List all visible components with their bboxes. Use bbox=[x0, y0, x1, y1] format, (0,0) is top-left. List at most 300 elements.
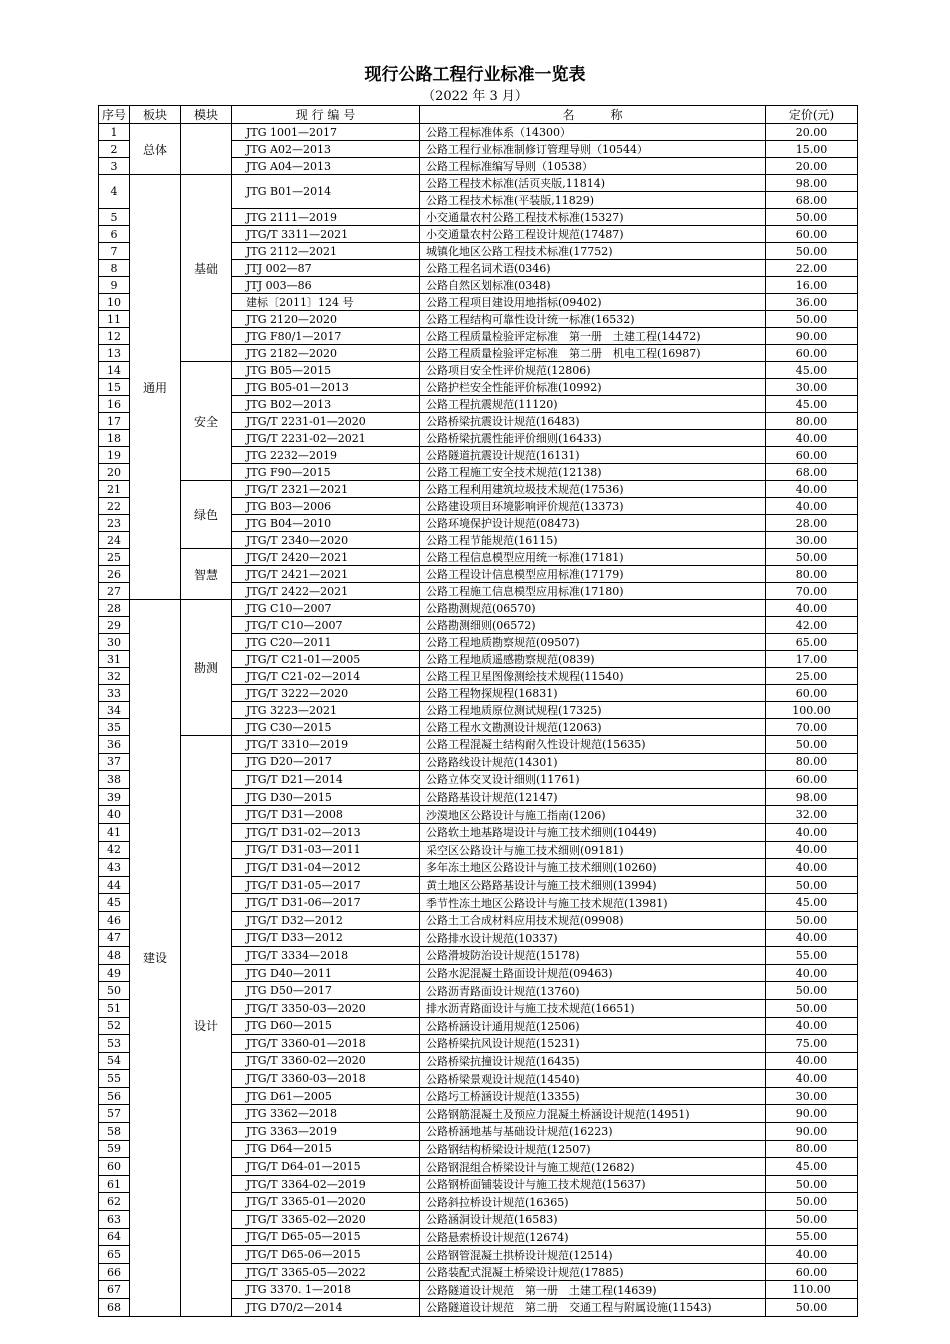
row-number: 60 bbox=[99, 1158, 130, 1176]
standard-price: 45.00 bbox=[766, 396, 858, 413]
standard-code: JTG B05—2015 bbox=[232, 362, 420, 379]
standard-price: 40.00 bbox=[766, 841, 858, 859]
standard-price: 98.00 bbox=[766, 175, 858, 192]
standard-price: 45.00 bbox=[766, 894, 858, 912]
standard-name: 公路土工合成材料应用技术规范(09908) bbox=[420, 911, 766, 929]
standard-name: 公路工程地质遥感勘察规范(0839) bbox=[420, 651, 766, 668]
standard-code: JTG/T C10—2007 bbox=[232, 617, 420, 634]
standard-code: JTG C10—2007 bbox=[232, 600, 420, 617]
standard-code: JTG/T D31-06—2017 bbox=[232, 894, 420, 912]
standard-price: 50.00 bbox=[766, 243, 858, 260]
standard-name: 公路工程施工信息模型应用标准(17180) bbox=[420, 583, 766, 600]
standard-code: JTG/T 3311—2021 bbox=[232, 226, 420, 243]
standard-code: JTG F90—2015 bbox=[232, 464, 420, 481]
standard-price: 60.00 bbox=[766, 226, 858, 243]
row-number: 9 bbox=[99, 277, 130, 294]
standard-name: 公路工程设计信息模型应用标准(17179) bbox=[420, 566, 766, 583]
standard-code: JTG D40—2011 bbox=[232, 964, 420, 982]
standard-name: 公路护栏安全性能评价标准(10992) bbox=[420, 379, 766, 396]
standard-price: 40.00 bbox=[766, 430, 858, 447]
standard-code: JTG B04—2010 bbox=[232, 515, 420, 532]
standard-code: JTG/T 2231-02—2021 bbox=[232, 430, 420, 447]
row-number: 30 bbox=[99, 634, 130, 651]
standard-name: 公路滑坡防治设计规范(15178) bbox=[420, 947, 766, 965]
row-number: 11 bbox=[99, 311, 130, 328]
row-number: 64 bbox=[99, 1228, 130, 1246]
standard-name: 公路工程混凝土结构耐久性设计规范(15635) bbox=[420, 736, 766, 754]
row-number: 35 bbox=[99, 719, 130, 736]
standard-name: 公路工程节能规范(16115) bbox=[420, 532, 766, 549]
row-number: 10 bbox=[99, 294, 130, 311]
standard-code: JTG B03—2006 bbox=[232, 498, 420, 515]
standard-price: 40.00 bbox=[766, 929, 858, 947]
standard-name: 公路桥涵地基与基础设计规范(16223) bbox=[420, 1123, 766, 1141]
standard-code: JTG F80/1—2017 bbox=[232, 328, 420, 345]
row-number: 18 bbox=[99, 430, 130, 447]
standard-name: 公路沥青路面设计规范(13760) bbox=[420, 982, 766, 1000]
standard-code: JTG 3362—2018 bbox=[232, 1105, 420, 1123]
standard-name: 小交通量农村公路工程技术标准(15327) bbox=[420, 209, 766, 226]
page-subtitle: （2022 年 3 月） bbox=[422, 89, 528, 104]
standard-code: JTG 2232—2019 bbox=[232, 447, 420, 464]
row-number: 46 bbox=[99, 911, 130, 929]
standard-name: 公路建设项目环境影响评价规范(13373) bbox=[420, 498, 766, 515]
row-number: 25 bbox=[99, 549, 130, 566]
row-number: 4 bbox=[99, 175, 130, 209]
header-code: 现 行 编 号 bbox=[232, 106, 420, 124]
standard-price: 45.00 bbox=[766, 362, 858, 379]
row-number: 51 bbox=[99, 999, 130, 1017]
standard-name: 公路工程抗震规范(11120) bbox=[420, 396, 766, 413]
standard-code: JTG/T 3350-03—2020 bbox=[232, 999, 420, 1017]
standard-code: JTG/T 2421—2021 bbox=[232, 566, 420, 583]
standard-code: JTG/T 2420—2021 bbox=[232, 549, 420, 566]
module-cell: 绿色 bbox=[181, 481, 232, 549]
standard-name: 公路路线设计规范(14301) bbox=[420, 753, 766, 771]
table-row bbox=[99, 549, 858, 566]
row-number: 50 bbox=[99, 982, 130, 1000]
standard-price: 30.00 bbox=[766, 379, 858, 396]
standard-name: 采空区公路设计与施工技术细则(09181) bbox=[420, 841, 766, 859]
row-number: 3 bbox=[99, 158, 130, 175]
table-header-row bbox=[99, 106, 858, 124]
standard-code: JTG D20—2017 bbox=[232, 753, 420, 771]
row-number: 13 bbox=[99, 345, 130, 362]
standard-name: 公路工程质量检验评定标准 第二册 机电工程(16987) bbox=[420, 345, 766, 362]
standard-price: 80.00 bbox=[766, 1140, 858, 1158]
row-number: 43 bbox=[99, 859, 130, 877]
standard-name: 公路工程结构可靠性设计统一标准(16532) bbox=[420, 311, 766, 328]
standard-code: JTG/T 3360-03—2018 bbox=[232, 1070, 420, 1088]
row-number: 5 bbox=[99, 209, 130, 226]
standard-name: 公路桥梁抗震设计规范(16483) bbox=[420, 413, 766, 430]
row-number: 40 bbox=[99, 806, 130, 824]
row-number: 61 bbox=[99, 1175, 130, 1193]
standard-name: 公路工程标准体系（14300） bbox=[420, 124, 766, 141]
standard-name: 公路工程物探规程(16831) bbox=[420, 685, 766, 702]
row-number: 63 bbox=[99, 1211, 130, 1229]
standard-name: 公路软土地基路堤设计与施工技术细则(10449) bbox=[420, 823, 766, 841]
standard-price: 50.00 bbox=[766, 311, 858, 328]
standard-name: 公路环境保护设计规范(08473) bbox=[420, 515, 766, 532]
row-number: 32 bbox=[99, 668, 130, 685]
standard-code: JTG 2120—2020 bbox=[232, 311, 420, 328]
standard-code: JTG C20—2011 bbox=[232, 634, 420, 651]
standard-price: 50.00 bbox=[766, 736, 858, 754]
standard-code: JTG 2111—2019 bbox=[232, 209, 420, 226]
standard-price: 40.00 bbox=[766, 1052, 858, 1070]
standard-code: JTG C30—2015 bbox=[232, 719, 420, 736]
standard-price: 20.00 bbox=[766, 158, 858, 175]
row-number: 1 bbox=[99, 124, 130, 141]
row-number: 12 bbox=[99, 328, 130, 345]
standard-price: 70.00 bbox=[766, 719, 858, 736]
header-category: 板块 bbox=[130, 106, 181, 124]
row-number: 16 bbox=[99, 396, 130, 413]
row-number: 33 bbox=[99, 685, 130, 702]
standard-code: JTG/T 3334—2018 bbox=[232, 947, 420, 965]
module-cell bbox=[181, 124, 232, 175]
standard-price: 50.00 bbox=[766, 982, 858, 1000]
standard-code: JTG/T D64-01—2015 bbox=[232, 1158, 420, 1176]
standard-price: 80.00 bbox=[766, 566, 858, 583]
standard-name: 黄土地区公路路基设计与施工技术细则(13994) bbox=[420, 876, 766, 894]
standard-code: JTG/T 3365-02—2020 bbox=[232, 1211, 420, 1229]
page-title: 现行公路工程行业标准一览表 bbox=[364, 65, 586, 85]
standard-price: 50.00 bbox=[766, 911, 858, 929]
row-number: 6 bbox=[99, 226, 130, 243]
row-number: 37 bbox=[99, 753, 130, 771]
standard-name: 公路立体交叉设计细则(11761) bbox=[420, 771, 766, 789]
standard-code: JTJ 003—86 bbox=[232, 277, 420, 294]
row-number: 19 bbox=[99, 447, 130, 464]
standard-name: 公路工程施工安全技术规范(12138) bbox=[420, 464, 766, 481]
row-number: 15 bbox=[99, 379, 130, 396]
standard-code: JTG/T 2231-01—2020 bbox=[232, 413, 420, 430]
standard-name: 公路工程技术标准(平装版,11829) bbox=[420, 192, 766, 209]
standard-name: 公路水泥混凝土路面设计规范(09463) bbox=[420, 964, 766, 982]
standard-name: 公路悬索桥设计规范(12674) bbox=[420, 1228, 766, 1246]
standard-name: 公路工程项目建设用地指标(09402) bbox=[420, 294, 766, 311]
standard-name: 公路钢结构桥梁设计规范(12507) bbox=[420, 1140, 766, 1158]
standard-price: 50.00 bbox=[766, 1175, 858, 1193]
row-number: 2 bbox=[99, 141, 130, 158]
row-number: 62 bbox=[99, 1193, 130, 1211]
standards-table bbox=[98, 105, 858, 1317]
row-number: 14 bbox=[99, 362, 130, 379]
standard-code: JTG A04—2013 bbox=[232, 158, 420, 175]
row-number: 65 bbox=[99, 1246, 130, 1264]
module-cell: 勘测 bbox=[181, 600, 232, 736]
standard-name: 公路涵洞设计规范(16583) bbox=[420, 1211, 766, 1229]
standard-name: 公路隧道设计规范 第二册 交通工程与附属设施(11543) bbox=[420, 1299, 766, 1317]
standard-price: 40.00 bbox=[766, 1070, 858, 1088]
row-number: 20 bbox=[99, 464, 130, 481]
standard-code: JTG B02—2013 bbox=[232, 396, 420, 413]
standard-price: 80.00 bbox=[766, 753, 858, 771]
standard-price: 55.00 bbox=[766, 1228, 858, 1246]
standard-price: 50.00 bbox=[766, 209, 858, 226]
table-row bbox=[99, 481, 858, 498]
standard-name: 公路桥涵设计通用规范(12506) bbox=[420, 1017, 766, 1035]
standard-price: 20.00 bbox=[766, 124, 858, 141]
table-row bbox=[99, 124, 858, 141]
row-number: 68 bbox=[99, 1299, 130, 1317]
standard-code: JTG/T 3310—2019 bbox=[232, 736, 420, 754]
category-cell: 总体 bbox=[130, 124, 181, 175]
row-number: 27 bbox=[99, 583, 130, 600]
standard-price: 22.00 bbox=[766, 260, 858, 277]
row-number: 42 bbox=[99, 841, 130, 859]
standard-code: JTG/T D31—2008 bbox=[232, 806, 420, 824]
standard-price: 60.00 bbox=[766, 345, 858, 362]
row-number: 22 bbox=[99, 498, 130, 515]
standard-code: JTG D60—2015 bbox=[232, 1017, 420, 1035]
standard-price: 50.00 bbox=[766, 549, 858, 566]
header-price: 定价(元) bbox=[766, 106, 858, 124]
standard-price: 68.00 bbox=[766, 464, 858, 481]
row-number: 45 bbox=[99, 894, 130, 912]
row-number: 67 bbox=[99, 1281, 130, 1299]
standard-code: JTG D64—2015 bbox=[232, 1140, 420, 1158]
standard-price: 40.00 bbox=[766, 498, 858, 515]
table-row bbox=[99, 175, 858, 192]
standard-price: 50.00 bbox=[766, 1193, 858, 1211]
standard-code: JTG/T 3360-02—2020 bbox=[232, 1052, 420, 1070]
standard-name: 公路钢筋混凝土及预应力混凝土桥涵设计规范(14951) bbox=[420, 1105, 766, 1123]
standard-name: 公路工程水文勘测设计规范(12063) bbox=[420, 719, 766, 736]
standard-price: 70.00 bbox=[766, 583, 858, 600]
standard-price: 30.00 bbox=[766, 532, 858, 549]
standard-code: JTG/T 2422—2021 bbox=[232, 583, 420, 600]
standard-name: 公路工程卫星图像测绘技术规程(11540) bbox=[420, 668, 766, 685]
standard-code: JTG D70/2—2014 bbox=[232, 1299, 420, 1317]
standard-code: JTG/T 3364-02—2019 bbox=[232, 1175, 420, 1193]
standard-name: 公路装配式混凝土桥梁设计规范(17885) bbox=[420, 1263, 766, 1281]
standard-price: 25.00 bbox=[766, 668, 858, 685]
standard-price: 50.00 bbox=[766, 1299, 858, 1317]
standard-code: JTG/T D32—2012 bbox=[232, 911, 420, 929]
standard-price: 45.00 bbox=[766, 1158, 858, 1176]
standard-code: JTG/T D31-05—2017 bbox=[232, 876, 420, 894]
row-number: 36 bbox=[99, 736, 130, 754]
module-cell: 智慧 bbox=[181, 549, 232, 600]
row-number: 58 bbox=[99, 1123, 130, 1141]
row-number: 66 bbox=[99, 1263, 130, 1281]
standard-price: 40.00 bbox=[766, 600, 858, 617]
standard-name: 公路路基设计规范(12147) bbox=[420, 788, 766, 806]
standard-name: 公路勘测细则(06572) bbox=[420, 617, 766, 634]
standard-price: 15.00 bbox=[766, 141, 858, 158]
standard-price: 60.00 bbox=[766, 685, 858, 702]
row-number: 38 bbox=[99, 771, 130, 789]
standard-code: JTG/T 3360-01—2018 bbox=[232, 1035, 420, 1053]
standard-name: 公路隧道设计规范 第一册 土建工程(14639) bbox=[420, 1281, 766, 1299]
standard-name: 小交通量农村公路工程设计规范(17487) bbox=[420, 226, 766, 243]
standard-price: 80.00 bbox=[766, 413, 858, 430]
standard-code: JTG D61—2005 bbox=[232, 1087, 420, 1105]
standard-price: 40.00 bbox=[766, 964, 858, 982]
standard-price: 40.00 bbox=[766, 1017, 858, 1035]
standard-name: 季节性冻土地区公路设计与施工技术规范(13981) bbox=[420, 894, 766, 912]
standard-code: JTG B01—2014 bbox=[232, 175, 420, 209]
standard-code: JTG 3370. 1—2018 bbox=[232, 1281, 420, 1299]
row-number: 48 bbox=[99, 947, 130, 965]
standard-name: 公路自然区划标准(0348) bbox=[420, 277, 766, 294]
standard-code: JTG/T C21-02—2014 bbox=[232, 668, 420, 685]
row-number: 54 bbox=[99, 1052, 130, 1070]
module-cell: 基础 bbox=[181, 175, 232, 362]
standard-price: 90.00 bbox=[766, 328, 858, 345]
row-number: 41 bbox=[99, 823, 130, 841]
row-number: 23 bbox=[99, 515, 130, 532]
standard-name: 公路桥梁景观设计规范(14540) bbox=[420, 1070, 766, 1088]
standard-name: 公路排水设计规范(10337) bbox=[420, 929, 766, 947]
standard-code: JTG/T C21-01—2005 bbox=[232, 651, 420, 668]
row-number: 17 bbox=[99, 413, 130, 430]
standard-price: 100.00 bbox=[766, 702, 858, 719]
standard-name: 公路工程技术标准(活页夹版,11814) bbox=[420, 175, 766, 192]
standard-code: JTG A02—2013 bbox=[232, 141, 420, 158]
row-number: 49 bbox=[99, 964, 130, 982]
standard-price: 75.00 bbox=[766, 1035, 858, 1053]
standard-price: 30.00 bbox=[766, 1087, 858, 1105]
standard-code: JTG/T D65-05—2015 bbox=[232, 1228, 420, 1246]
standard-name: 公路勘测规范(06570) bbox=[420, 600, 766, 617]
header-no: 序号 bbox=[99, 106, 130, 124]
standard-code: JTG/T 2340—2020 bbox=[232, 532, 420, 549]
standard-code: JTG D30—2015 bbox=[232, 788, 420, 806]
module-cell: 设计 bbox=[181, 736, 232, 1317]
row-number: 56 bbox=[99, 1087, 130, 1105]
standard-price: 42.00 bbox=[766, 617, 858, 634]
standard-price: 50.00 bbox=[766, 876, 858, 894]
standard-name: 公路工程名词术语(0346) bbox=[420, 260, 766, 277]
standard-code: JTG/T D33—2012 bbox=[232, 929, 420, 947]
standard-code: JTG/T 2321—2021 bbox=[232, 481, 420, 498]
row-number: 55 bbox=[99, 1070, 130, 1088]
standard-code: JTG/T D31-04—2012 bbox=[232, 859, 420, 877]
row-number: 8 bbox=[99, 260, 130, 277]
table-row bbox=[99, 736, 858, 754]
standard-name: 城镇化地区公路工程技术标准(17752) bbox=[420, 243, 766, 260]
header-module: 模块 bbox=[181, 106, 232, 124]
standard-name: 公路圬工桥涵设计规范(13355) bbox=[420, 1087, 766, 1105]
standard-name: 公路工程信息模型应用统一标准(17181) bbox=[420, 549, 766, 566]
category-cell: 建设 bbox=[130, 600, 181, 1317]
standard-name: 公路隧道抗震设计规范(16131) bbox=[420, 447, 766, 464]
standard-price: 50.00 bbox=[766, 1211, 858, 1229]
standard-code: JTG/T D21—2014 bbox=[232, 771, 420, 789]
standard-price: 40.00 bbox=[766, 823, 858, 841]
standard-code: JTG 1001—2017 bbox=[232, 124, 420, 141]
standard-price: 68.00 bbox=[766, 192, 858, 209]
standard-name: 公路桥梁抗震性能评价细则(16433) bbox=[420, 430, 766, 447]
standard-code: JTG/T 3222—2020 bbox=[232, 685, 420, 702]
standard-price: 40.00 bbox=[766, 481, 858, 498]
standard-code: JTG/T 3365-05—2022 bbox=[232, 1263, 420, 1281]
row-number: 7 bbox=[99, 243, 130, 260]
header-name: 名 称 bbox=[420, 106, 766, 124]
standard-price: 28.00 bbox=[766, 515, 858, 532]
row-number: 34 bbox=[99, 702, 130, 719]
standard-price: 32.00 bbox=[766, 806, 858, 824]
row-number: 26 bbox=[99, 566, 130, 583]
module-cell: 安全 bbox=[181, 362, 232, 481]
standard-price: 60.00 bbox=[766, 1263, 858, 1281]
table-row bbox=[99, 362, 858, 379]
standard-name: 公路钢管混凝土拱桥设计规范(12514) bbox=[420, 1246, 766, 1264]
standard-price: 90.00 bbox=[766, 1123, 858, 1141]
standard-code: 建标〔2011〕124 号 bbox=[232, 294, 420, 311]
standard-name: 公路工程标准编写导则（10538） bbox=[420, 158, 766, 175]
category-cell: 通用 bbox=[130, 175, 181, 600]
row-number: 28 bbox=[99, 600, 130, 617]
standard-name: 公路钢桥面铺装设计与施工技术规范(15637) bbox=[420, 1175, 766, 1193]
table-row bbox=[99, 600, 858, 617]
row-number: 39 bbox=[99, 788, 130, 806]
standard-name: 公路工程利用建筑垃圾技术规范(17536) bbox=[420, 481, 766, 498]
row-number: 57 bbox=[99, 1105, 130, 1123]
standard-name: 公路项目安全性评价规范(12806) bbox=[420, 362, 766, 379]
standard-price: 36.00 bbox=[766, 294, 858, 311]
standard-price: 90.00 bbox=[766, 1105, 858, 1123]
standard-code: JTG/T D31-03—2011 bbox=[232, 841, 420, 859]
row-number: 24 bbox=[99, 532, 130, 549]
standard-name: 公路钢混组合桥梁设计与施工规范(12682) bbox=[420, 1158, 766, 1176]
standard-price: 55.00 bbox=[766, 947, 858, 965]
standard-code: JTG/T D31-02—2013 bbox=[232, 823, 420, 841]
row-number: 44 bbox=[99, 876, 130, 894]
standard-name: 公路工程地质原位测试规程(17325) bbox=[420, 702, 766, 719]
standard-price: 50.00 bbox=[766, 999, 858, 1017]
standard-name: 公路桥梁抗风设计规范(15231) bbox=[420, 1035, 766, 1053]
standard-price: 60.00 bbox=[766, 771, 858, 789]
standard-code: JTJ 002—87 bbox=[232, 260, 420, 277]
row-number: 29 bbox=[99, 617, 130, 634]
standard-name: 公路工程质量检验评定标准 第一册 土建工程(14472) bbox=[420, 328, 766, 345]
standard-price: 110.00 bbox=[766, 1281, 858, 1299]
standard-code: JTG D50—2017 bbox=[232, 982, 420, 1000]
standard-price: 16.00 bbox=[766, 277, 858, 294]
standard-name: 公路斜拉桥设计规范(16365) bbox=[420, 1193, 766, 1211]
standard-name: 公路桥梁抗撞设计规范(16435) bbox=[420, 1052, 766, 1070]
row-number: 31 bbox=[99, 651, 130, 668]
standard-code: JTG 3223—2021 bbox=[232, 702, 420, 719]
standard-price: 17.00 bbox=[766, 651, 858, 668]
standard-code: JTG 2112—2021 bbox=[232, 243, 420, 260]
standard-code: JTG 2182—2020 bbox=[232, 345, 420, 362]
standard-code: JTG/T 3365-01—2020 bbox=[232, 1193, 420, 1211]
standard-name: 多年冻土地区公路设计与施工技术细则(10260) bbox=[420, 859, 766, 877]
standard-code: JTG/T D65-06—2015 bbox=[232, 1246, 420, 1264]
standard-name: 排水沥青路面设计与施工技术规范(16651) bbox=[420, 999, 766, 1017]
row-number: 47 bbox=[99, 929, 130, 947]
row-number: 53 bbox=[99, 1035, 130, 1053]
standard-price: 98.00 bbox=[766, 788, 858, 806]
standard-price: 40.00 bbox=[766, 1246, 858, 1264]
standard-price: 60.00 bbox=[766, 447, 858, 464]
standard-price: 65.00 bbox=[766, 634, 858, 651]
standard-code: JTG B05-01—2013 bbox=[232, 379, 420, 396]
standard-price: 40.00 bbox=[766, 859, 858, 877]
row-number: 21 bbox=[99, 481, 130, 498]
row-number: 59 bbox=[99, 1140, 130, 1158]
standard-name: 公路工程行业标准制修订管理导则（10544） bbox=[420, 141, 766, 158]
standard-name: 公路工程地质勘察规范(09507) bbox=[420, 634, 766, 651]
row-number: 52 bbox=[99, 1017, 130, 1035]
standard-code: JTG 3363—2019 bbox=[232, 1123, 420, 1141]
